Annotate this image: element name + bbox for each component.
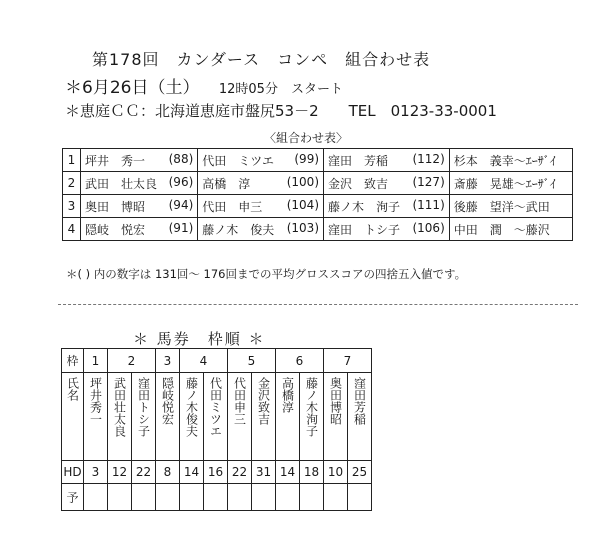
group-row: [63, 172, 573, 195]
prediction-cell[interactable]: [324, 484, 348, 511]
player-cell: [81, 172, 198, 195]
prediction-cell[interactable]: [300, 484, 324, 511]
baken-player-name: 武田壮太良: [108, 373, 132, 461]
player-cell: [81, 195, 198, 218]
player-cell: [198, 195, 324, 218]
baken-player-hd: 22: [228, 461, 252, 484]
baken-table: [61, 348, 372, 511]
player-name: 高橋 淳: [202, 176, 251, 191]
player-name: 武田 壮太良: [85, 176, 158, 191]
player-cell: [449, 218, 572, 241]
event-date-line: [65, 73, 343, 98]
baken-player-hd: 22: [132, 461, 156, 484]
baken-player-name: 金沢致吉: [252, 373, 276, 461]
frame-label: 枠: [62, 349, 84, 373]
player-name: 窪田 芳稲: [328, 153, 389, 168]
group-number: 2: [63, 172, 81, 195]
player-name: 奥田 博昭: [85, 199, 146, 214]
player-cell: [198, 172, 324, 195]
baken-player-name: 奥田博昭: [324, 373, 348, 461]
baken-player-hd: 14: [276, 461, 300, 484]
prediction-cell[interactable]: [84, 484, 108, 511]
player-cell: [449, 195, 572, 218]
player-cell: [324, 172, 450, 195]
player-average-score: (103): [286, 220, 320, 235]
player-name: 杉本 義幸～ｴｰｻﾞｲ: [453, 153, 556, 168]
player-cell: [81, 149, 198, 172]
prediction-cell[interactable]: [252, 484, 276, 511]
player-average-score: (106): [412, 220, 445, 235]
club-info: ＊恵庭ＣＣ：北海道恵庭市盤尻53－2 TEL 0123-33-0001: [65, 102, 497, 120]
prediction-cell[interactable]: [108, 484, 132, 511]
player-name: 後藤 望洋～武田: [453, 199, 550, 214]
group-number: 3: [63, 195, 81, 218]
player-cell: [81, 218, 198, 241]
group-row: [63, 149, 573, 172]
player-average-score: (91): [168, 220, 194, 235]
player-name: 坪井 秀一: [85, 153, 146, 168]
baken-player-hd: 16: [204, 461, 228, 484]
baken-player-hd: 3: [84, 461, 108, 484]
baken-player-name: 高橋淳: [276, 373, 300, 461]
baken-player-name: 藤ノ木俊夫: [180, 373, 204, 461]
hd-label: HD: [62, 461, 84, 484]
baken-player-hd: 14: [180, 461, 204, 484]
player-average-score: (99): [294, 151, 320, 166]
player-name: 斎藤 晃雄～ｴｰｻﾞｲ: [453, 176, 556, 191]
player-cell: [449, 172, 572, 195]
player-average-score: (88): [168, 151, 194, 166]
group-row: [63, 195, 573, 218]
prediction-cell[interactable]: [156, 484, 180, 511]
baken-player-hd: 18: [300, 461, 324, 484]
groups-table: [62, 148, 573, 241]
name-label: 氏名: [62, 373, 84, 461]
player-average-score: (111): [412, 197, 445, 212]
player-cell: [449, 149, 572, 172]
group-row: [63, 218, 573, 241]
baken-player-name: 隠岐悦宏: [156, 373, 180, 461]
player-name: 金沢 致吉: [328, 176, 389, 191]
baken-player-hd: 25: [348, 461, 372, 484]
player-cell: [324, 218, 450, 241]
player-average-score: (96): [168, 174, 194, 189]
group-number: 4: [63, 218, 81, 241]
player-name: 藤ノ木 俊夫: [202, 222, 275, 237]
prediction-cell[interactable]: [204, 484, 228, 511]
prediction-cell[interactable]: [180, 484, 204, 511]
baken-player-name: 代田ミツエ: [204, 373, 228, 461]
frame-number: 3: [156, 349, 180, 373]
group-number: 1: [63, 149, 81, 172]
start-time: 12時05分 スタート: [218, 82, 343, 97]
baken-player-name: 代田申三: [228, 373, 252, 461]
page-title: 第178回 カンダース コンペ 組合わせ表: [92, 50, 431, 69]
player-name: 藤ノ木 洵子: [328, 199, 401, 214]
event-date: ＊6月26日（土）: [65, 78, 200, 98]
baken-player-hd: 8: [156, 461, 180, 484]
baken-player-hd: 10: [324, 461, 348, 484]
player-name: 窪田 トシ子: [328, 222, 401, 237]
prediction-cell[interactable]: [276, 484, 300, 511]
player-name: 代田 ミツエ: [202, 153, 275, 168]
prediction-cell[interactable]: [348, 484, 372, 511]
player-cell: [198, 149, 324, 172]
score-note: ＊( ) 内の数字は 131回～ 176回までの平均グロススコアの四捨五入値です。: [66, 267, 467, 281]
baken-player-hd: 31: [252, 461, 276, 484]
baken-player-name: 坪井秀一: [84, 373, 108, 461]
player-name: 隠岐 悦宏: [85, 222, 146, 237]
baken-player-name: 藤ノ木洵子: [300, 373, 324, 461]
baken-player-hd: 12: [108, 461, 132, 484]
frame-number: 4: [180, 349, 228, 373]
player-cell: [198, 218, 324, 241]
player-name: 中田 潤 ～藤沢: [453, 222, 550, 237]
player-average-score: (127): [412, 174, 445, 189]
frame-number: 6: [276, 349, 324, 373]
prediction-cell[interactable]: [132, 484, 156, 511]
baken-player-name: 窪田トシ子: [132, 373, 156, 461]
player-average-score: (94): [168, 197, 194, 212]
prediction-label: 予: [62, 484, 84, 511]
divider: [58, 304, 578, 305]
baken-title: ＊ 馬券 枠順 ＊: [133, 330, 266, 348]
frame-number: 2: [108, 349, 156, 373]
groups-subtitle: 〈組合わせ表〉: [264, 131, 349, 145]
frame-number: 1: [84, 349, 108, 373]
frame-number: 7: [324, 349, 372, 373]
player-cell: [324, 149, 450, 172]
player-average-score: (100): [286, 174, 320, 189]
baken-player-name: 窪田芳稲: [348, 373, 372, 461]
player-name: 代田 申三: [202, 199, 263, 214]
frame-number: 5: [228, 349, 276, 373]
player-cell: [324, 195, 450, 218]
player-average-score: (104): [286, 197, 320, 212]
player-average-score: (112): [412, 151, 445, 166]
prediction-cell[interactable]: [228, 484, 252, 511]
